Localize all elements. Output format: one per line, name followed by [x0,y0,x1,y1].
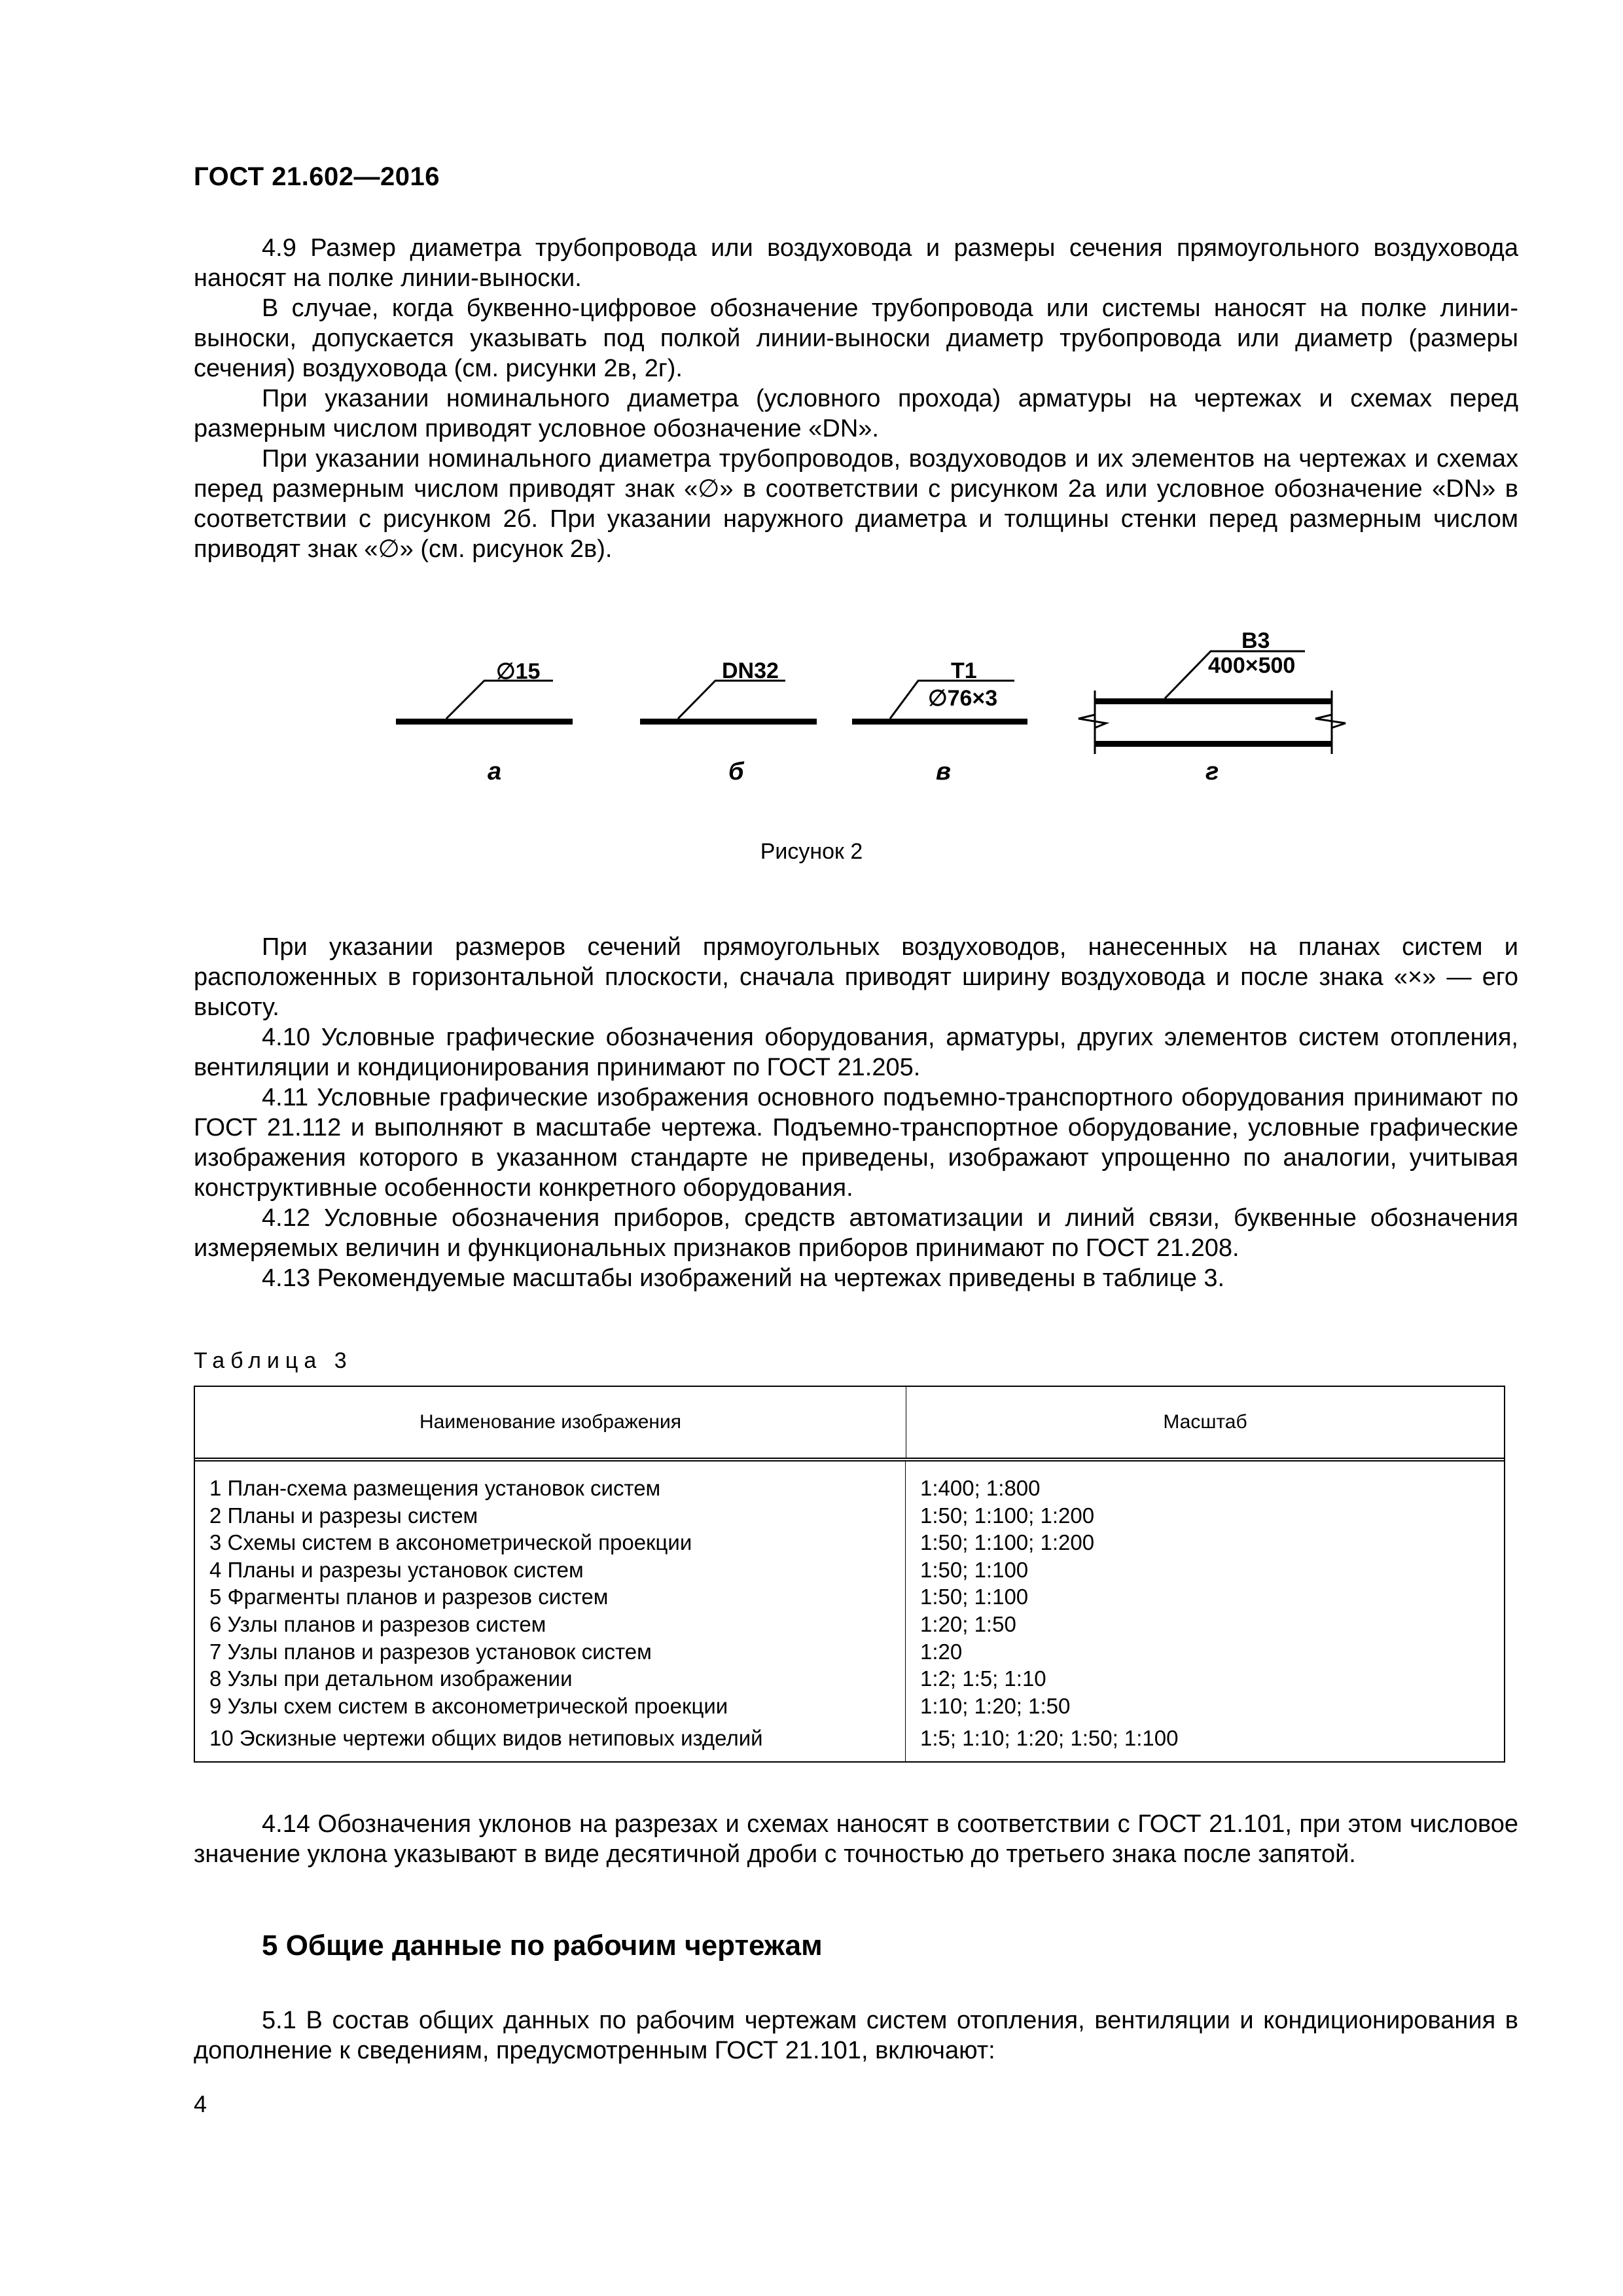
section-5-1 [194,2005,1518,2066]
table-cell-scale: 1:50; 1:100; 1:200 [920,1530,1095,1555]
paragraph-5-1: 5.1 В состав общих данных по рабочим чертежам систем отопления, вентиляции и кондиционирования в дополнение к сведениям, предусмотренным ГОСТ 21.101, включают: [194,2007,1518,2064]
column-header-name: Наименование изображения [195,1387,906,1458]
table-cell-name: 3 Схемы систем в аксонометрической проекции [209,1530,692,1555]
paragraph-4-12: 4.12 Условные обозначения приборов, средств автоматизации и линий связи, буквенные обозначения измеряемых величин и функциональных признаков приборов принимают по ГОСТ 21.208. [194,1204,1518,1262]
paragraph-duct-sections: При указании размеров сечений прямоугольных воздуховодов, нанесенных на планах систем и расположенных в горизонтальной плоскости, сначала приводят ширину воздуховода и после знака «×» — его высоту. [194,933,1518,1021]
document-header-code: ГОСТ 21.602—2016 [194,162,440,191]
paragraph-4-13: 4.13 Рекомендуемые масштабы изображений на чертежах приведены в таблице 3. [262,1265,1225,1292]
figure-2b-text: DN32 [722,658,779,683]
section-4-9 [194,233,1518,564]
table-cell-scale: 1:10; 1:20; 1:50 [920,1693,1071,1718]
table-3-title: Таблица 3 [194,1348,353,1373]
table-cell-name: 1 План-схема размещения установок систем [209,1476,661,1500]
table-cell-name: 7 Узлы планов и разрезов установок систем [209,1639,652,1664]
paragraph-4-9-d: При указании номинального диаметра трубопроводов, воздуховодов и их элементов на чертежах и схемах перед размерным числом приводят знак «∅» в соответствии с рисунком 2а или условное обозначение «DN» в соответствии с рисунком 2б. При указании наружного диаметра и толщины стенки перед размерным числом приводят знак «∅» (см. рисунок 2в). [194,445,1518,563]
figure-2v-label: в [936,758,951,785]
table-cell-scale: 1:2; 1:5; 1:10 [920,1666,1046,1691]
column-header-scale: Масштаб [1163,1411,1247,1433]
figure-2g-top-text: В3 [1241,628,1270,653]
paragraph-4-9: 4.9 Размер диаметра трубопровода или воздуховода и размеры сечения прямоугольного воздуховода наносят на полке линии-выноски. [194,234,1518,292]
column-scale [906,1462,1504,1761]
table-cell-name: 10 Эскизные чертежи общих видов нетиповых изделий [209,1726,763,1751]
table-body [195,1462,1504,1761]
section-4-14 [194,1809,1518,1869]
figure-2 [366,609,1348,870]
column-name [195,1462,906,1761]
table-cell-scale: 1:50; 1:100 [920,1585,1029,1609]
figure-2b-label: б [728,758,744,785]
table-cell-name: 5 Фрагменты планов и разрезов систем [209,1585,609,1609]
figure-2a-label: а [488,758,502,785]
table-cell-scale: 1:20; 1:50 [920,1611,1016,1636]
figure-2g-bottom-text: 400×500 [1208,653,1296,678]
figure-2-drawing [366,609,1348,870]
table-cell-name: 4 Планы и разрезы установок систем [209,1557,584,1582]
table-3 [194,1386,1505,1763]
paragraph-4-9-b: В случае, когда буквенно-цифровое обозначение трубопровода или системы наносят на полке линии-выноски, допускается указывать под полкой линии-выноски диаметр трубопровода или диаметр (размеры сечения) воздуховода (см. рисунки 2в, 2г). [194,295,1518,382]
page-number: 4 [194,2090,207,2117]
table-cell-name: 6 Узлы планов и разрезов систем [209,1611,546,1636]
paragraph-4-14: 4.14 Обозначения уклонов на разрезах и схемах наносят в соответствии с ГОСТ 21.101, при этом числовое значение уклона указывают в виде десятичной дроби с точностью до третьего знака после запятой. [194,1810,1518,1868]
table-cell-name: 8 Узлы при детальном изображении [209,1666,573,1691]
figure-2v-bottom-text: ∅76×3 [928,686,998,711]
figure-2g-label: г [1205,758,1219,785]
paragraph-4-11: 4.11 Условные графические изображения основного подъемно-транспортного оборудования принимают по ГОСТ 21.112 и выполняют в масштабе чертежа. Подъемно-транспортное оборудование, условные графические изображения которого в указанном стандарте не приведены, изображают упрощенно по аналогии, учитывая конструктивные особенности конкретного оборудования. [194,1084,1518,1202]
section-5-title: 5 Общие данные по рабочим чертежам [262,1929,823,1962]
paragraph-4-9-c: При указании номинального диаметра (условного прохода) арматуры на чертежах и схемах перед размерным числом приводят условное обозначение «DN». [194,385,1518,442]
table-cell-scale: 1:20 [920,1639,963,1664]
table-cell-scale: 1:50; 1:100; 1:200 [920,1503,1095,1528]
figure-2v-top-text: Т1 [951,658,977,683]
figure-caption: Рисунок 2 [760,839,863,864]
table-cell-name: 2 Планы и разрезы систем [209,1503,478,1528]
paragraph-4-10: 4.10 Условные графические обозначения оборудования, арматуры, других элементов систем отопления, вентиляции и кондиционирования принимают по ГОСТ 21.205. [194,1024,1518,1081]
section-4-10-to-4-13 [194,932,1518,1293]
table-cell-scale: 1:50; 1:100 [920,1557,1029,1582]
table-cell-name: 9 Узлы схем систем в аксонометрической проекции [209,1693,728,1718]
figure-2a-text: ∅15 [496,659,541,684]
table-cell-scale: 1:5; 1:10; 1:20; 1:50; 1:100 [920,1726,1179,1751]
table-header [195,1387,1504,1462]
table-cell-scale: 1:400; 1:800 [920,1476,1041,1500]
